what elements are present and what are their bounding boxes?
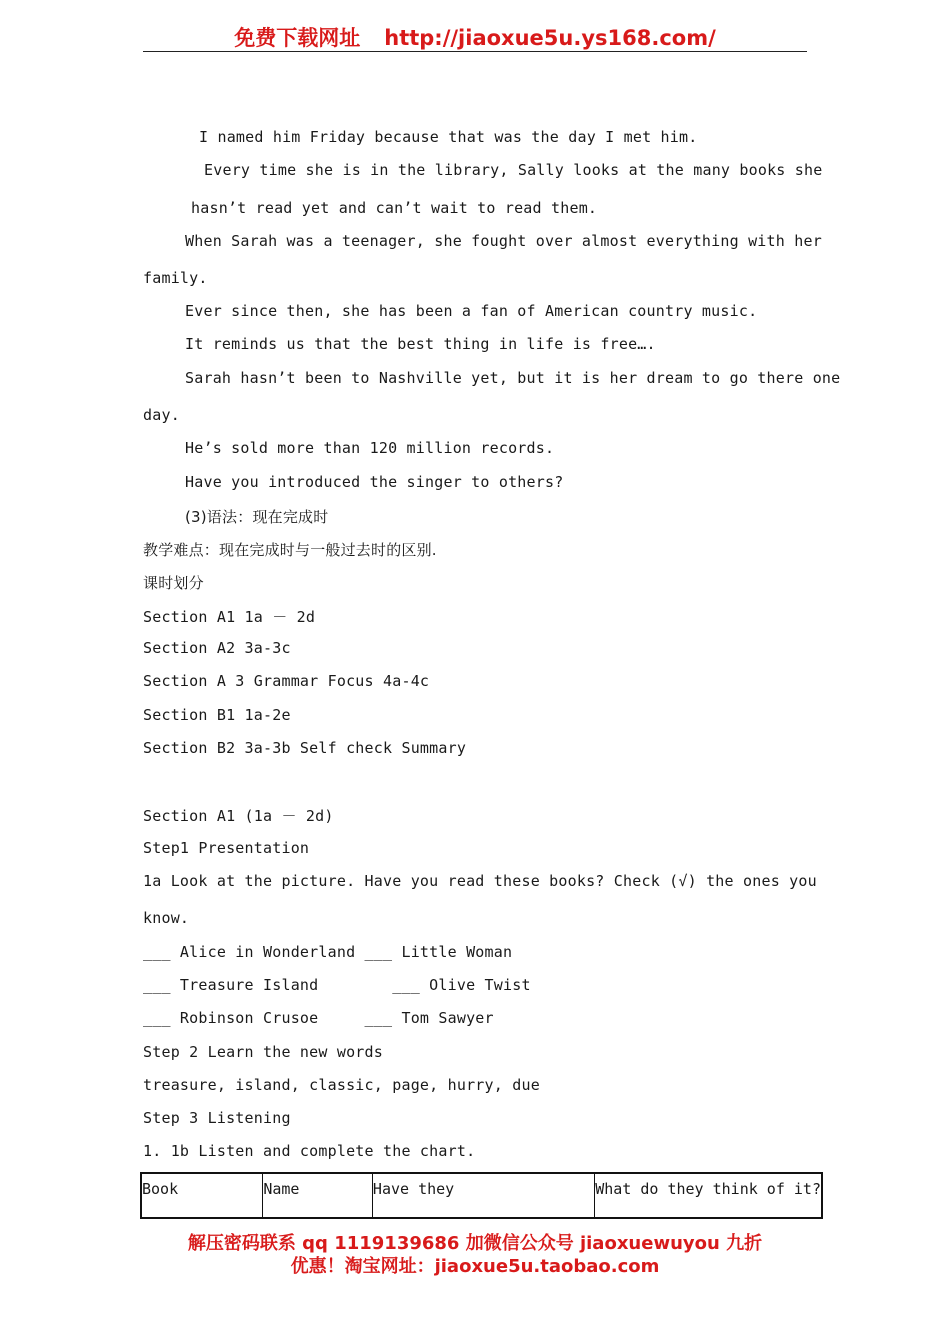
- header-label: 免费下载网址: [234, 26, 361, 50]
- column-header-have-they: Have they: [372, 1173, 594, 1218]
- text-line: Sarah hasn’t been to Nashville yet, but it is her dream to go there one: [185, 369, 841, 387]
- header-divider: [143, 51, 807, 52]
- text-line: It reminds us that the best thing in life is free….: [185, 335, 656, 353]
- table-header-row: [141, 1173, 822, 1218]
- lesson-division-heading: 课时划分: [143, 574, 204, 592]
- step-heading: Step 3 Listening: [143, 1109, 291, 1127]
- section-item: Section B2 3a-3b Self check Summary: [143, 739, 467, 757]
- text-line: day.: [143, 406, 180, 424]
- text-line: When Sarah was a teenager, she fought over almost everything with her: [185, 232, 822, 250]
- section-item: Section A1 1a － 2d: [143, 608, 316, 626]
- text-line: family.: [143, 269, 208, 287]
- text-line: I named him Friday because that was the day I met him.: [199, 128, 698, 146]
- text-line: hasn’t read yet and can’t wait to read them.: [191, 199, 598, 217]
- text-line: He’s sold more than 120 million records.: [185, 439, 555, 457]
- text-line: Ever since then, she has been a fan of American country music.: [185, 302, 758, 320]
- section-item: Section A 3 Grammar Focus 4a-4c: [143, 672, 430, 690]
- text-line: Every time she is in the library, Sally looks at the many books she: [204, 161, 823, 179]
- step-heading: Step 2 Learn the new words: [143, 1043, 383, 1061]
- teaching-difficulty: 教学难点：现在完成时与一般过去时的区别.: [143, 541, 437, 559]
- section-item: Section A2 3a-3c: [143, 639, 291, 657]
- column-header-book: Book: [141, 1173, 263, 1218]
- column-header-name: Name: [263, 1173, 373, 1218]
- listening-chart: [140, 1172, 823, 1219]
- download-header: [0, 22, 950, 52]
- header-url[interactable]: http://jiaoxue5u.ys168.com/: [384, 26, 716, 50]
- footer-contact: 解压密码联系 qq 1119139686 加微信公众号 jiaoxuewuyou 九折: [187, 1233, 763, 1254]
- section-item: Section B1 1a-2e: [143, 706, 291, 724]
- book-check-row: ___ Treasure Island ___ Olive Twist: [143, 976, 531, 994]
- step-heading: Step1 Presentation: [143, 839, 310, 857]
- grammar-heading: (3)语法：现在完成时: [185, 508, 329, 526]
- text-line: know.: [143, 909, 190, 927]
- section-title: Section A1 (1a － 2d): [143, 807, 334, 825]
- exercise-instruction: 1a Look at the picture. Have you read these books? Check (√) the ones you: [143, 872, 817, 890]
- footer-shop: 优惠！淘宝网址：jiaoxue5u.taobao.com: [290, 1256, 660, 1277]
- exercise-instruction: 1. 1b Listen and complete the chart.: [143, 1142, 476, 1160]
- book-check-row: ___ Robinson Crusoe ___ Tom Sawyer: [143, 1009, 494, 1027]
- text-line: Have you introduced the singer to others?: [185, 473, 564, 491]
- book-check-row: ___ Alice in Wonderland ___ Little Woman: [143, 943, 513, 961]
- vocabulary-list: treasure, island, classic, page, hurry, due: [143, 1076, 540, 1094]
- column-header-opinion: What do they think of it?: [595, 1173, 822, 1218]
